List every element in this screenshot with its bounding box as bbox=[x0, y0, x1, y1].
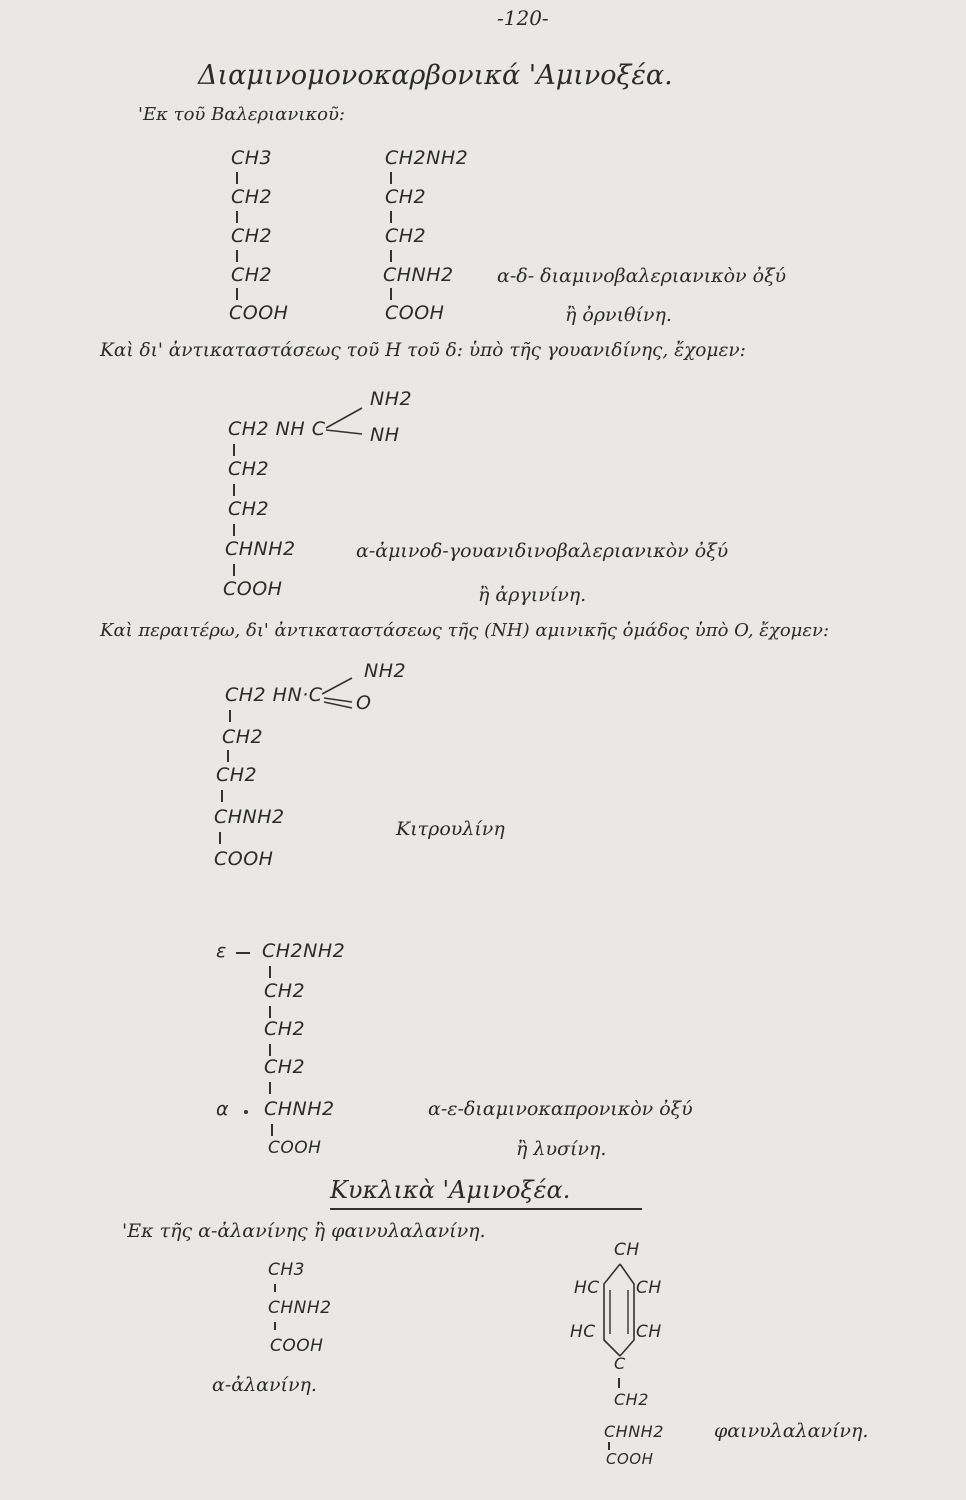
cyclic-heading: Κυκλικὰ 'Αμινοξέα. bbox=[330, 1176, 571, 1204]
formula-group: CH2 bbox=[231, 264, 273, 286]
formula-group: CH2 bbox=[385, 186, 427, 208]
compound-name: α-ἀμινοδ-γουανιδινοβαλεριανικὸν ὀξύ bbox=[356, 540, 729, 562]
formula-group: NH bbox=[370, 424, 400, 446]
formula-group: CHNH2 bbox=[383, 264, 454, 286]
formula-group: CH2 bbox=[264, 1056, 306, 1078]
ring-atom: CH bbox=[636, 1322, 662, 1342]
compound-alt-name: ἢ ἀργινίνη. bbox=[478, 584, 587, 606]
formula-group: CH3 bbox=[231, 147, 273, 169]
ring-atom: C bbox=[614, 1354, 626, 1373]
formula-group: COOH bbox=[214, 848, 274, 870]
formula-group: CH2 bbox=[231, 225, 273, 247]
bond bbox=[618, 1378, 620, 1388]
formula-group: COOH bbox=[268, 1138, 322, 1158]
bond bbox=[608, 1442, 610, 1450]
page-heading: Διαμινομονοκαρβονικά 'Αμινοξέα. bbox=[198, 60, 673, 91]
section1-intro: 'Εκ τοῦ Βαλεριανικοῦ: bbox=[138, 104, 345, 125]
formula-group: CH2 bbox=[228, 498, 270, 520]
formula-group: COOH bbox=[385, 302, 445, 324]
formula-group: CHNH2 bbox=[214, 806, 285, 828]
compound-name: α-ε-διαμινοκαπρονικὸν ὀξύ bbox=[428, 1098, 693, 1120]
compound-alt-name: ἢ ὀρνιθίνη. bbox=[565, 304, 672, 326]
formula-group: COOH bbox=[229, 302, 289, 324]
formula-group: COOH bbox=[606, 1450, 654, 1468]
formula-group: NH2 bbox=[364, 660, 407, 682]
formula-group: CH2NH2 bbox=[385, 147, 469, 169]
formula-group: CH2 bbox=[231, 186, 273, 208]
formula-group: COOH bbox=[223, 578, 283, 600]
compound-name: α-δ- διαμινοβαλεριανικὸν ὀξύ bbox=[497, 265, 787, 287]
formula-group: CHNH2 bbox=[268, 1298, 332, 1318]
position-label: α bbox=[216, 1098, 230, 1120]
position-label: ε bbox=[216, 940, 227, 962]
formula-group: O bbox=[356, 692, 372, 714]
formula-group: CH2 HN·C bbox=[225, 684, 323, 706]
section4-intro: 'Εκ τῆς α-ἀλανίνης ἢ φαινυλαλανίνη. bbox=[122, 1220, 486, 1242]
formula-group: CH2 bbox=[216, 764, 258, 786]
formula-group: CH2 bbox=[385, 225, 427, 247]
formula-group: CH2 bbox=[264, 1018, 306, 1040]
formula-group: CHNH2 bbox=[604, 1422, 664, 1441]
formula-group: COOH bbox=[270, 1336, 324, 1356]
compound-name: φαινυλαλανίνη. bbox=[714, 1420, 869, 1442]
section2-intro: Καὶ δι' ἀντικαταστάσεως τοῦ H τοῦ δ: ὑπὸ τῆς γουανιδίνης, ἔχομεν: bbox=[100, 340, 746, 361]
compound-name: α-ἀλανίνη. bbox=[212, 1374, 317, 1396]
formula-group: CH2 NH C bbox=[228, 418, 326, 440]
formula-group: CH3 bbox=[268, 1260, 305, 1280]
ring-atom: CH bbox=[614, 1240, 640, 1260]
formula-group: CH2 bbox=[614, 1390, 649, 1409]
formula-group: CH2 bbox=[264, 980, 306, 1002]
formula-group: CH2 bbox=[222, 726, 264, 748]
formula-group: CHNH2 bbox=[264, 1098, 335, 1120]
page-number: -120- bbox=[497, 6, 549, 30]
section3-intro: Καὶ περαιτέρω, δι' ἀντικαταστάσεως τῆς (NH) αμινικῆς ὁμάδος ὑπὸ O, ἔχομεν: bbox=[100, 620, 830, 641]
ring-atom: HC bbox=[574, 1278, 600, 1298]
compound-alt-name: ἢ λυσίνη. bbox=[516, 1138, 607, 1160]
formula-group: CHNH2 bbox=[225, 538, 296, 560]
formula-group: NH2 bbox=[370, 388, 413, 410]
ring-atom: HC bbox=[570, 1322, 596, 1342]
formula-group: CH2 bbox=[228, 458, 270, 480]
ring-atom: CH bbox=[636, 1278, 662, 1298]
formula-group: CH2NH2 bbox=[262, 940, 346, 962]
compound-name: Κιτρουλίνη bbox=[396, 818, 505, 840]
